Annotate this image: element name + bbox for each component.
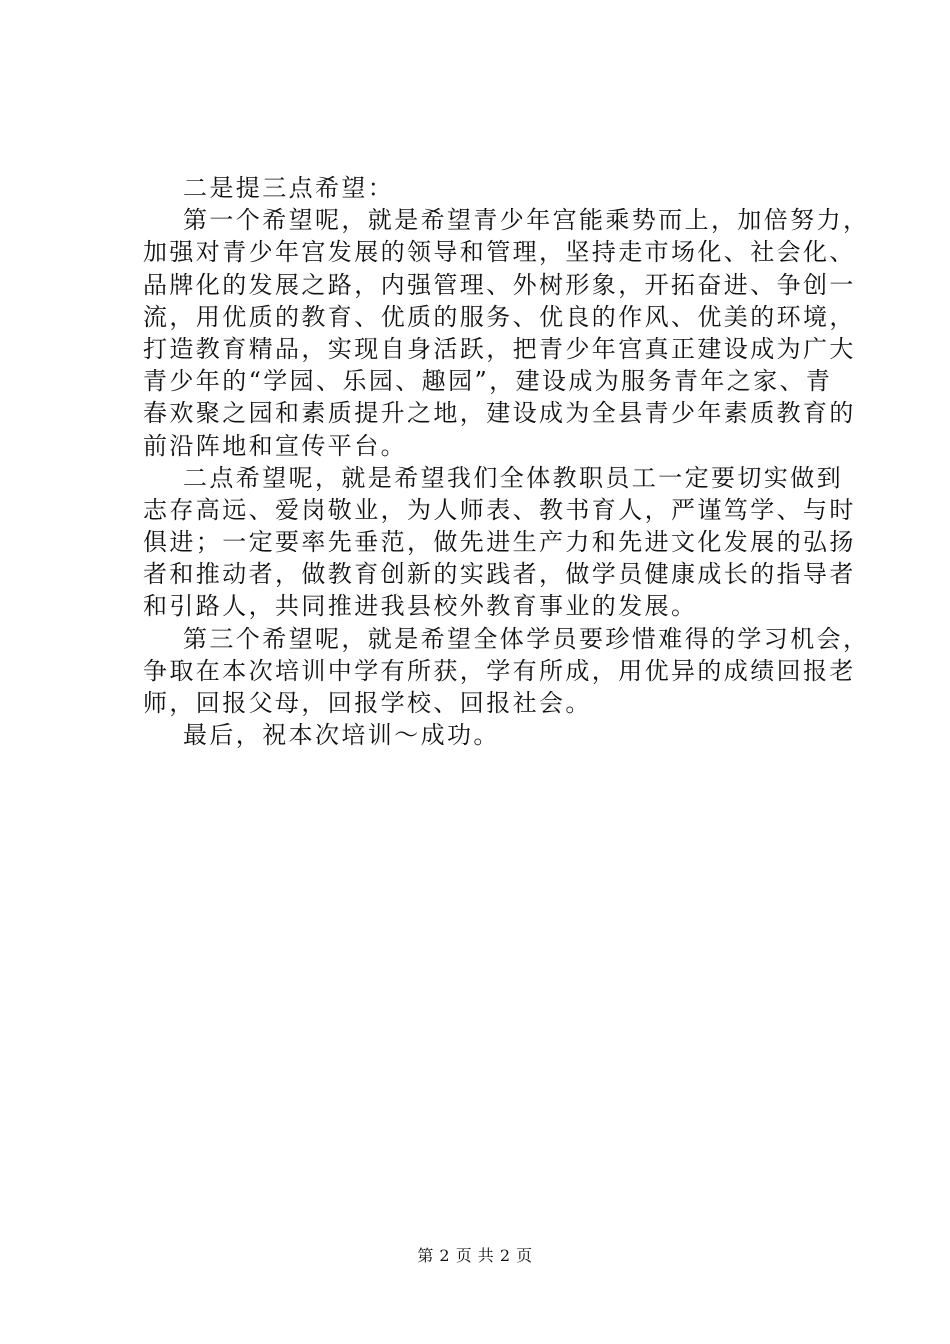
text-line: 最后，祝本次培训～成功。	[183, 721, 500, 750]
text-line: 者和推动者，做教育创新的实践者，做学员健康成长的指导者	[143, 560, 856, 589]
text-line: 俱进；一定要率先垂范，做先进生产力和先进文化发展的弘扬	[143, 528, 856, 557]
page-number-footer: 第 2 页 共 2 页	[417, 1246, 533, 1265]
text-line: 前沿阵地和宣传平台。	[143, 431, 407, 460]
text-line: 争取在本次培训中学有所获，学有所成，用优异的成绩回报老	[143, 656, 856, 685]
text-line: 和引路人，共同推进我县校外教育事业的发展。	[143, 592, 698, 621]
text-line: 流，用优质的教育、优质的服务、优良的作风、优美的环境，	[143, 302, 856, 331]
text-line: 师，回报父母，回报学校、回报社会。	[143, 689, 592, 717]
text-line: 品牌化的发展之路，内强管理、外树形象，开拓奋进、争创一	[143, 270, 856, 299]
text-line: 打造教育精品，实现自身活跃，把青少年宫真正建设成为广大	[143, 334, 856, 363]
text-line: 第三个希望呢，就是希望全体学员要珍惜难得的学习机会，	[183, 624, 870, 653]
text-line: 青少年的“学园、乐园、趣园”，建设成为服务青年之家、青	[143, 367, 833, 396]
text-line: 二是提三点希望：	[183, 174, 395, 202]
text-line: 志存高远、爱岗敬业，为人师表、教书育人，严谨笃学、与时	[143, 495, 856, 524]
text-line: 第一个希望呢，就是希望青少年宫能乘势而上，加倍努力，	[183, 206, 870, 235]
document-body	[143, 172, 870, 751]
text-line: 加强对青少年宫发展的领导和管理，坚持走市场化、社会化、	[143, 238, 856, 267]
text-line: 春欢聚之园和素质提升之地，建设成为全县青少年素质教育的	[143, 399, 856, 428]
text-line: 二点希望呢，就是希望我们全体教职员工一定要切实做到	[183, 463, 843, 492]
